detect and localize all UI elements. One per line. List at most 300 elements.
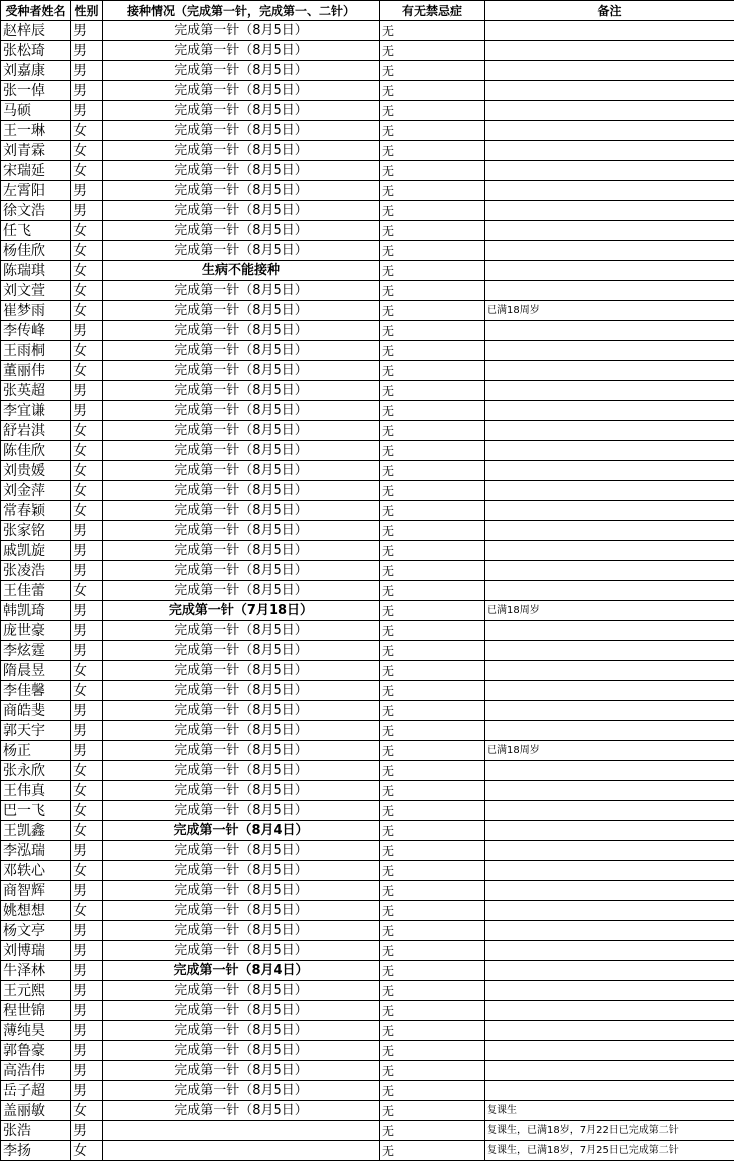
header-contraindication[interactable]: 有无禁忌症	[380, 1, 485, 21]
status-cell[interactable]: 完成第一针（8月5日）	[103, 201, 380, 221]
gender-cell[interactable]: 女	[71, 1101, 103, 1121]
status-cell[interactable]: 完成第一针（8月5日）	[103, 181, 380, 201]
name-cell[interactable]: 徐文浩	[1, 201, 71, 221]
gender-cell[interactable]: 男	[71, 621, 103, 641]
remark-cell[interactable]	[485, 281, 734, 301]
status-cell[interactable]: 完成第一针（8月5日）	[103, 501, 380, 521]
gender-cell[interactable]: 男	[71, 101, 103, 121]
contraindication-cell[interactable]: 无	[380, 341, 485, 361]
table-row	[1, 961, 734, 981]
remark-cell[interactable]: 已满18周岁	[485, 741, 734, 761]
contraindication-cell[interactable]: 无	[380, 801, 485, 821]
contraindication-cell[interactable]: 无	[380, 221, 485, 241]
name-cell[interactable]: 刘嘉康	[1, 61, 71, 81]
gender-cell[interactable]: 女	[71, 821, 103, 841]
name-cell[interactable]: 牛泽林	[1, 961, 71, 981]
table-row	[1, 101, 734, 121]
gender-cell[interactable]: 男	[71, 701, 103, 721]
status-cell[interactable]: 生病不能接种	[103, 261, 380, 281]
contraindication-cell[interactable]: 无	[380, 1041, 485, 1061]
name-cell[interactable]: 张一倬	[1, 81, 71, 101]
gender-cell[interactable]: 男	[71, 381, 103, 401]
name-cell[interactable]: 陈瑞琪	[1, 261, 71, 281]
remark-cell[interactable]	[485, 801, 734, 821]
remark-cell[interactable]	[485, 441, 734, 461]
table-row	[1, 541, 734, 561]
table-row	[1, 901, 734, 921]
remark-cell[interactable]	[485, 181, 734, 201]
name-cell[interactable]: 程世锦	[1, 1001, 71, 1021]
gender-cell[interactable]: 男	[71, 41, 103, 61]
contraindication-cell[interactable]: 无	[380, 21, 485, 41]
name-cell[interactable]: 王伟真	[1, 781, 71, 801]
contraindication-cell[interactable]: 无	[380, 1121, 485, 1141]
gender-cell[interactable]: 女	[71, 281, 103, 301]
name-cell[interactable]: 商智辉	[1, 881, 71, 901]
table-row	[1, 281, 734, 301]
name-cell[interactable]: 隋晨昱	[1, 661, 71, 681]
contraindication-cell[interactable]: 无	[380, 1081, 485, 1101]
status-cell[interactable]: 完成第一针（8月5日）	[103, 561, 380, 581]
name-cell[interactable]: 李宜谦	[1, 401, 71, 421]
gender-cell[interactable]: 男	[71, 1021, 103, 1041]
name-cell[interactable]: 岳子超	[1, 1081, 71, 1101]
gender-cell[interactable]: 女	[71, 121, 103, 141]
remark-cell[interactable]	[485, 1021, 734, 1041]
remark-cell[interactable]	[485, 461, 734, 481]
remark-cell[interactable]	[485, 1061, 734, 1081]
status-cell[interactable]: 完成第一针（8月5日）	[103, 1041, 380, 1061]
contraindication-cell[interactable]: 无	[380, 41, 485, 61]
name-cell[interactable]: 马硕	[1, 101, 71, 121]
gender-cell[interactable]: 女	[71, 1141, 103, 1161]
gender-cell[interactable]: 男	[71, 561, 103, 581]
contraindication-cell[interactable]: 无	[380, 541, 485, 561]
name-cell[interactable]: 张浩	[1, 1121, 71, 1141]
contraindication-cell[interactable]: 无	[380, 261, 485, 281]
name-cell[interactable]: 王凯鑫	[1, 821, 71, 841]
remark-cell[interactable]	[485, 541, 734, 561]
name-cell[interactable]: 邓轶心	[1, 861, 71, 881]
remark-cell[interactable]	[485, 661, 734, 681]
status-cell[interactable]: 完成第一针（8月5日）	[103, 121, 380, 141]
status-cell[interactable]: 完成第一针（8月5日）	[103, 21, 380, 41]
contraindication-cell[interactable]: 无	[380, 821, 485, 841]
remark-cell[interactable]	[485, 781, 734, 801]
contraindication-cell[interactable]: 无	[380, 461, 485, 481]
gender-cell[interactable]: 男	[71, 181, 103, 201]
name-cell[interactable]: 刘贵媛	[1, 461, 71, 481]
name-cell[interactable]: 王一琳	[1, 121, 71, 141]
remark-cell[interactable]	[485, 961, 734, 981]
header-remark[interactable]: 备注	[485, 1, 734, 21]
contraindication-cell[interactable]: 无	[380, 301, 485, 321]
contraindication-cell[interactable]: 无	[380, 141, 485, 161]
gender-cell[interactable]: 男	[71, 601, 103, 621]
contraindication-cell[interactable]: 无	[380, 681, 485, 701]
name-cell[interactable]: 盖丽敏	[1, 1101, 71, 1121]
gender-cell[interactable]: 男	[71, 1121, 103, 1141]
remark-cell[interactable]	[485, 1041, 734, 1061]
contraindication-cell[interactable]: 无	[380, 1141, 485, 1161]
name-cell[interactable]: 李扬	[1, 1141, 71, 1161]
status-cell[interactable]: 完成第一针（8月5日）	[103, 101, 380, 121]
contraindication-cell[interactable]: 无	[380, 621, 485, 641]
name-cell[interactable]: 高浩伟	[1, 1061, 71, 1081]
name-cell[interactable]: 任飞	[1, 221, 71, 241]
contraindication-cell[interactable]: 无	[380, 61, 485, 81]
gender-cell[interactable]: 男	[71, 21, 103, 41]
contraindication-cell[interactable]: 无	[380, 521, 485, 541]
status-cell[interactable]: 完成第一针（8月5日）	[103, 721, 380, 741]
contraindication-cell[interactable]: 无	[380, 761, 485, 781]
remark-cell[interactable]	[485, 421, 734, 441]
remark-cell[interactable]	[485, 81, 734, 101]
remark-cell[interactable]	[485, 721, 734, 741]
contraindication-cell[interactable]: 无	[380, 481, 485, 501]
remark-cell[interactable]	[485, 641, 734, 661]
status-cell[interactable]: 完成第一针（8月5日）	[103, 381, 380, 401]
contraindication-cell[interactable]: 无	[380, 741, 485, 761]
status-cell[interactable]: 完成第一针（8月5日）	[103, 321, 380, 341]
contraindication-cell[interactable]: 无	[380, 121, 485, 141]
name-cell[interactable]: 杨文亭	[1, 921, 71, 941]
name-cell[interactable]: 刘文萱	[1, 281, 71, 301]
status-cell[interactable]: 完成第一针（8月5日）	[103, 521, 380, 541]
status-cell[interactable]: 完成第一针（8月5日）	[103, 1021, 380, 1041]
remark-cell[interactable]	[485, 1001, 734, 1021]
gender-cell[interactable]: 女	[71, 781, 103, 801]
name-cell[interactable]: 杨佳欣	[1, 241, 71, 261]
gender-cell[interactable]: 男	[71, 1041, 103, 1061]
status-cell[interactable]: 完成第一针（8月5日）	[103, 661, 380, 681]
table-row	[1, 1141, 734, 1161]
status-cell[interactable]: 完成第一针（8月5日）	[103, 41, 380, 61]
remark-cell[interactable]	[485, 921, 734, 941]
remark-cell[interactable]	[485, 241, 734, 261]
status-cell[interactable]: 完成第一针（8月5日）	[103, 801, 380, 821]
status-cell[interactable]: 完成第一针（8月5日）	[103, 541, 380, 561]
contraindication-cell[interactable]: 无	[380, 81, 485, 101]
contraindication-cell[interactable]: 无	[380, 601, 485, 621]
name-cell[interactable]: 左霄阳	[1, 181, 71, 201]
remark-cell[interactable]	[485, 261, 734, 281]
remark-cell[interactable]	[485, 101, 734, 121]
contraindication-cell[interactable]: 无	[380, 101, 485, 121]
name-cell[interactable]: 王元熙	[1, 981, 71, 1001]
remark-cell[interactable]	[485, 981, 734, 1001]
status-cell[interactable]: 完成第一针（8月5日）	[103, 221, 380, 241]
remark-cell[interactable]: 复课生，已满18岁，7月22日已完成第二针	[485, 1121, 734, 1141]
gender-cell[interactable]: 男	[71, 521, 103, 541]
contraindication-cell[interactable]: 无	[380, 641, 485, 661]
table-row	[1, 521, 734, 541]
gender-cell[interactable]: 男	[71, 741, 103, 761]
status-cell[interactable]	[103, 1121, 380, 1141]
status-cell[interactable]: 完成第一针（8月5日）	[103, 781, 380, 801]
contraindication-cell[interactable]: 无	[380, 441, 485, 461]
gender-cell[interactable]: 女	[71, 241, 103, 261]
gender-cell[interactable]: 女	[71, 141, 103, 161]
remark-cell[interactable]	[485, 521, 734, 541]
remark-cell[interactable]	[485, 161, 734, 181]
status-cell[interactable]: 完成第一针（8月5日）	[103, 301, 380, 321]
name-cell[interactable]: 戚凯旋	[1, 541, 71, 561]
remark-cell[interactable]	[485, 941, 734, 961]
remark-cell[interactable]	[485, 381, 734, 401]
name-cell[interactable]: 常春颖	[1, 501, 71, 521]
remark-cell[interactable]	[485, 701, 734, 721]
name-cell[interactable]: 郭鲁豪	[1, 1041, 71, 1061]
gender-cell[interactable]: 男	[71, 641, 103, 661]
remark-cell[interactable]	[485, 41, 734, 61]
remark-cell[interactable]	[485, 761, 734, 781]
remark-cell[interactable]	[485, 561, 734, 581]
gender-cell[interactable]: 女	[71, 501, 103, 521]
gender-cell[interactable]: 女	[71, 361, 103, 381]
contraindication-cell[interactable]: 无	[380, 241, 485, 261]
name-cell[interactable]: 崔梦雨	[1, 301, 71, 321]
contraindication-cell[interactable]: 无	[380, 701, 485, 721]
gender-cell[interactable]: 女	[71, 301, 103, 321]
gender-cell[interactable]: 男	[71, 921, 103, 941]
remark-cell[interactable]: 已满18周岁	[485, 601, 734, 621]
gender-cell[interactable]: 男	[71, 201, 103, 221]
contraindication-cell[interactable]: 无	[380, 501, 485, 521]
status-cell[interactable]: 完成第一针（8月5日）	[103, 1101, 380, 1121]
gender-cell[interactable]: 女	[71, 161, 103, 181]
status-cell[interactable]: 完成第一针（8月5日）	[103, 901, 380, 921]
status-cell[interactable]: 完成第一针（8月5日）	[103, 681, 380, 701]
remark-cell[interactable]	[485, 141, 734, 161]
table-row	[1, 1061, 734, 1081]
contraindication-cell[interactable]: 无	[380, 1061, 485, 1081]
name-cell[interactable]: 商皓斐	[1, 701, 71, 721]
name-cell[interactable]: 李传峰	[1, 321, 71, 341]
name-cell[interactable]: 赵梓辰	[1, 21, 71, 41]
gender-cell[interactable]: 男	[71, 961, 103, 981]
table-row	[1, 641, 734, 661]
name-cell[interactable]: 张松琦	[1, 41, 71, 61]
name-cell[interactable]: 李泓瑞	[1, 841, 71, 861]
contraindication-cell[interactable]: 无	[380, 281, 485, 301]
name-cell[interactable]: 韩凯琦	[1, 601, 71, 621]
remark-cell[interactable]	[485, 481, 734, 501]
remark-cell[interactable]	[485, 881, 734, 901]
gender-cell[interactable]: 女	[71, 681, 103, 701]
remark-cell[interactable]	[485, 121, 734, 141]
remark-cell[interactable]	[485, 201, 734, 221]
name-cell[interactable]: 宋瑞延	[1, 161, 71, 181]
gender-cell[interactable]: 女	[71, 221, 103, 241]
status-cell[interactable]: 完成第一针（8月5日）	[103, 861, 380, 881]
status-cell[interactable]: 完成第一针（8月5日）	[103, 401, 380, 421]
status-cell[interactable]: 完成第一针（8月5日）	[103, 921, 380, 941]
status-cell[interactable]: 完成第一针（8月5日）	[103, 481, 380, 501]
gender-cell[interactable]: 女	[71, 761, 103, 781]
contraindication-cell[interactable]: 无	[380, 361, 485, 381]
gender-cell[interactable]: 男	[71, 941, 103, 961]
status-cell[interactable]: 完成第一针（8月5日）	[103, 281, 380, 301]
status-cell[interactable]: 完成第一针（8月5日）	[103, 581, 380, 601]
contraindication-cell[interactable]: 无	[380, 921, 485, 941]
remark-cell[interactable]	[485, 861, 734, 881]
contraindication-cell[interactable]: 无	[380, 941, 485, 961]
remark-cell[interactable]	[485, 821, 734, 841]
status-cell[interactable]: 完成第一针（8月5日）	[103, 741, 380, 761]
status-cell[interactable]: 完成第一针（8月5日）	[103, 341, 380, 361]
status-cell[interactable]: 完成第一针（8月5日）	[103, 1061, 380, 1081]
name-cell[interactable]: 李炫霆	[1, 641, 71, 661]
contraindication-cell[interactable]: 无	[380, 1101, 485, 1121]
name-cell[interactable]: 张英超	[1, 381, 71, 401]
name-cell[interactable]: 陈佳欣	[1, 441, 71, 461]
gender-cell[interactable]: 男	[71, 401, 103, 421]
gender-cell[interactable]: 男	[71, 81, 103, 101]
name-cell[interactable]: 舒岩淇	[1, 421, 71, 441]
status-cell[interactable]: 完成第一针（8月4日）	[103, 821, 380, 841]
contraindication-cell[interactable]: 无	[380, 201, 485, 221]
header-name[interactable]: 受种者姓名	[1, 1, 71, 21]
status-cell[interactable]: 完成第一针（8月5日）	[103, 461, 380, 481]
name-cell[interactable]: 杨正	[1, 741, 71, 761]
status-cell[interactable]: 完成第一针（8月5日）	[103, 81, 380, 101]
contraindication-cell[interactable]: 无	[380, 781, 485, 801]
remark-cell[interactable]	[485, 901, 734, 921]
name-cell[interactable]: 李佳馨	[1, 681, 71, 701]
status-cell[interactable]: 完成第一针（8月5日）	[103, 621, 380, 641]
status-cell[interactable]: 完成第一针（8月5日）	[103, 981, 380, 1001]
gender-cell[interactable]: 女	[71, 341, 103, 361]
remark-cell[interactable]	[485, 1081, 734, 1101]
status-cell[interactable]: 完成第一针（8月5日）	[103, 61, 380, 81]
name-cell[interactable]: 郭天宇	[1, 721, 71, 741]
gender-cell[interactable]: 女	[71, 421, 103, 441]
gender-cell[interactable]: 女	[71, 661, 103, 681]
gender-cell[interactable]: 男	[71, 321, 103, 341]
contraindication-cell[interactable]: 无	[380, 861, 485, 881]
status-cell[interactable]: 完成第一针（8月4日）	[103, 961, 380, 981]
remark-cell[interactable]	[485, 501, 734, 521]
contraindication-cell[interactable]: 无	[380, 661, 485, 681]
remark-cell[interactable]	[485, 361, 734, 381]
contraindication-cell[interactable]: 无	[380, 841, 485, 861]
status-cell[interactable]: 完成第一针（8月5日）	[103, 941, 380, 961]
name-cell[interactable]: 姚想想	[1, 901, 71, 921]
remark-cell[interactable]	[485, 581, 734, 601]
gender-cell[interactable]: 男	[71, 981, 103, 1001]
status-cell[interactable]: 完成第一针（8月5日）	[103, 881, 380, 901]
contraindication-cell[interactable]: 无	[380, 961, 485, 981]
contraindication-cell[interactable]: 无	[380, 721, 485, 741]
remark-cell[interactable]	[485, 341, 734, 361]
status-cell[interactable]: 完成第一针（8月5日）	[103, 241, 380, 261]
gender-cell[interactable]: 男	[71, 841, 103, 861]
gender-cell[interactable]: 男	[71, 61, 103, 81]
status-cell[interactable]: 完成第一针（8月5日）	[103, 701, 380, 721]
gender-cell[interactable]: 女	[71, 461, 103, 481]
contraindication-cell[interactable]: 无	[380, 561, 485, 581]
gender-cell[interactable]: 女	[71, 261, 103, 281]
remark-cell[interactable]	[485, 401, 734, 421]
gender-cell[interactable]: 男	[71, 721, 103, 741]
name-cell[interactable]: 张永欣	[1, 761, 71, 781]
contraindication-cell[interactable]: 无	[380, 421, 485, 441]
contraindication-cell[interactable]: 无	[380, 881, 485, 901]
gender-cell[interactable]: 女	[71, 861, 103, 881]
contraindication-cell[interactable]: 无	[380, 1001, 485, 1021]
name-cell[interactable]: 王佳蕾	[1, 581, 71, 601]
name-cell[interactable]: 庞世豪	[1, 621, 71, 641]
remark-cell[interactable]: 复课生，已满18岁，7月25日已完成第二针	[485, 1141, 734, 1161]
gender-cell[interactable]: 男	[71, 881, 103, 901]
name-cell[interactable]: 刘博瑞	[1, 941, 71, 961]
status-cell[interactable]	[103, 1141, 380, 1161]
header-gender[interactable]: 性别	[71, 1, 103, 21]
status-cell[interactable]: 完成第一针（7月18日）	[103, 601, 380, 621]
gender-cell[interactable]: 男	[71, 1001, 103, 1021]
name-cell[interactable]: 张凌浩	[1, 561, 71, 581]
gender-cell[interactable]: 男	[71, 1061, 103, 1081]
contraindication-cell[interactable]: 无	[380, 181, 485, 201]
contraindication-cell[interactable]: 无	[380, 981, 485, 1001]
remark-cell[interactable]: 已满18周岁	[485, 301, 734, 321]
gender-cell[interactable]: 男	[71, 541, 103, 561]
contraindication-cell[interactable]: 无	[380, 381, 485, 401]
remark-cell[interactable]: 复课生	[485, 1101, 734, 1121]
gender-cell[interactable]: 女	[71, 901, 103, 921]
name-cell[interactable]: 董丽伟	[1, 361, 71, 381]
status-cell[interactable]: 完成第一针（8月5日）	[103, 1001, 380, 1021]
contraindication-cell[interactable]: 无	[380, 161, 485, 181]
gender-cell[interactable]: 女	[71, 441, 103, 461]
name-cell[interactable]: 薄纯昊	[1, 1021, 71, 1041]
status-cell[interactable]: 完成第一针（8月5日）	[103, 141, 380, 161]
gender-cell[interactable]: 女	[71, 481, 103, 501]
remark-cell[interactable]	[485, 681, 734, 701]
status-cell[interactable]: 完成第一针（8月5日）	[103, 641, 380, 661]
remark-cell[interactable]	[485, 321, 734, 341]
name-cell[interactable]: 刘青霖	[1, 141, 71, 161]
contraindication-cell[interactable]: 无	[380, 581, 485, 601]
name-cell[interactable]: 张家铭	[1, 521, 71, 541]
table-row	[1, 1021, 734, 1041]
name-cell[interactable]: 刘金萍	[1, 481, 71, 501]
gender-cell[interactable]: 女	[71, 581, 103, 601]
status-cell[interactable]: 完成第一针（8月5日）	[103, 421, 380, 441]
status-cell[interactable]: 完成第一针（8月5日）	[103, 441, 380, 461]
remark-cell[interactable]	[485, 221, 734, 241]
gender-cell[interactable]: 女	[71, 801, 103, 821]
status-cell[interactable]: 完成第一针（8月5日）	[103, 161, 380, 181]
header-status[interactable]: 接种情况（完成第一针，完成第一、二针）	[103, 1, 380, 21]
remark-cell[interactable]	[485, 841, 734, 861]
remark-cell[interactable]	[485, 21, 734, 41]
name-cell[interactable]: 巴一飞	[1, 801, 71, 821]
contraindication-cell[interactable]: 无	[380, 401, 485, 421]
gender-cell[interactable]: 男	[71, 1081, 103, 1101]
contraindication-cell[interactable]: 无	[380, 1021, 485, 1041]
remark-cell[interactable]	[485, 61, 734, 81]
contraindication-cell[interactable]: 无	[380, 901, 485, 921]
status-cell[interactable]: 完成第一针（8月5日）	[103, 361, 380, 381]
contraindication-cell[interactable]: 无	[380, 321, 485, 341]
remark-cell[interactable]	[485, 621, 734, 641]
name-cell[interactable]: 王雨桐	[1, 341, 71, 361]
status-cell[interactable]: 完成第一针（8月5日）	[103, 761, 380, 781]
status-cell[interactable]: 完成第一针（8月5日）	[103, 841, 380, 861]
status-cell[interactable]: 完成第一针（8月5日）	[103, 1081, 380, 1101]
